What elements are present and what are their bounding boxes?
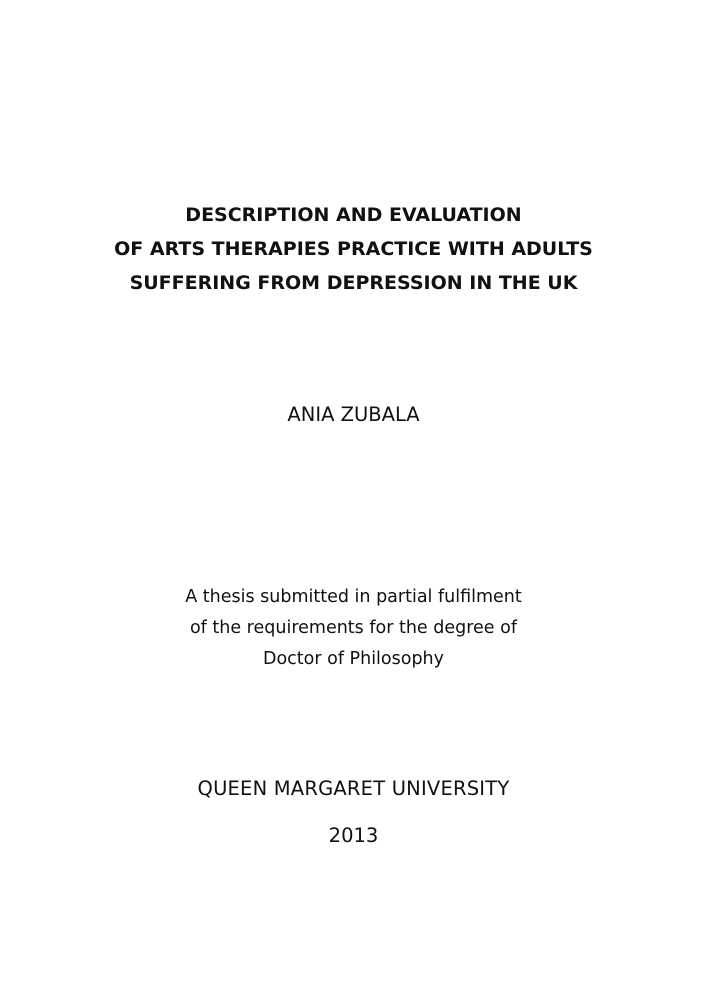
title-line-3: SUFFERING FROM DEPRESSION IN THE UK bbox=[129, 272, 578, 294]
thesis-statement-line-1: A thesis submitted in partial fulfilment bbox=[185, 587, 522, 607]
thesis-title bbox=[0, 198, 707, 300]
title-line-2: OF ARTS THERAPIES PRACTICE WITH ADULTS bbox=[114, 238, 593, 260]
author-name: ANIA ZUBALA bbox=[287, 403, 420, 426]
thesis-statement-line-3: Doctor of Philosophy bbox=[262, 649, 444, 669]
title-line-1: DESCRIPTION AND EVALUATION bbox=[185, 204, 522, 226]
submission-year: 2013 bbox=[328, 824, 379, 847]
institution-name: QUEEN MARGARET UNIVERSITY bbox=[197, 777, 510, 800]
thesis-statement bbox=[0, 582, 707, 675]
thesis-statement-line-2: of the requirements for the degree of bbox=[189, 618, 518, 638]
